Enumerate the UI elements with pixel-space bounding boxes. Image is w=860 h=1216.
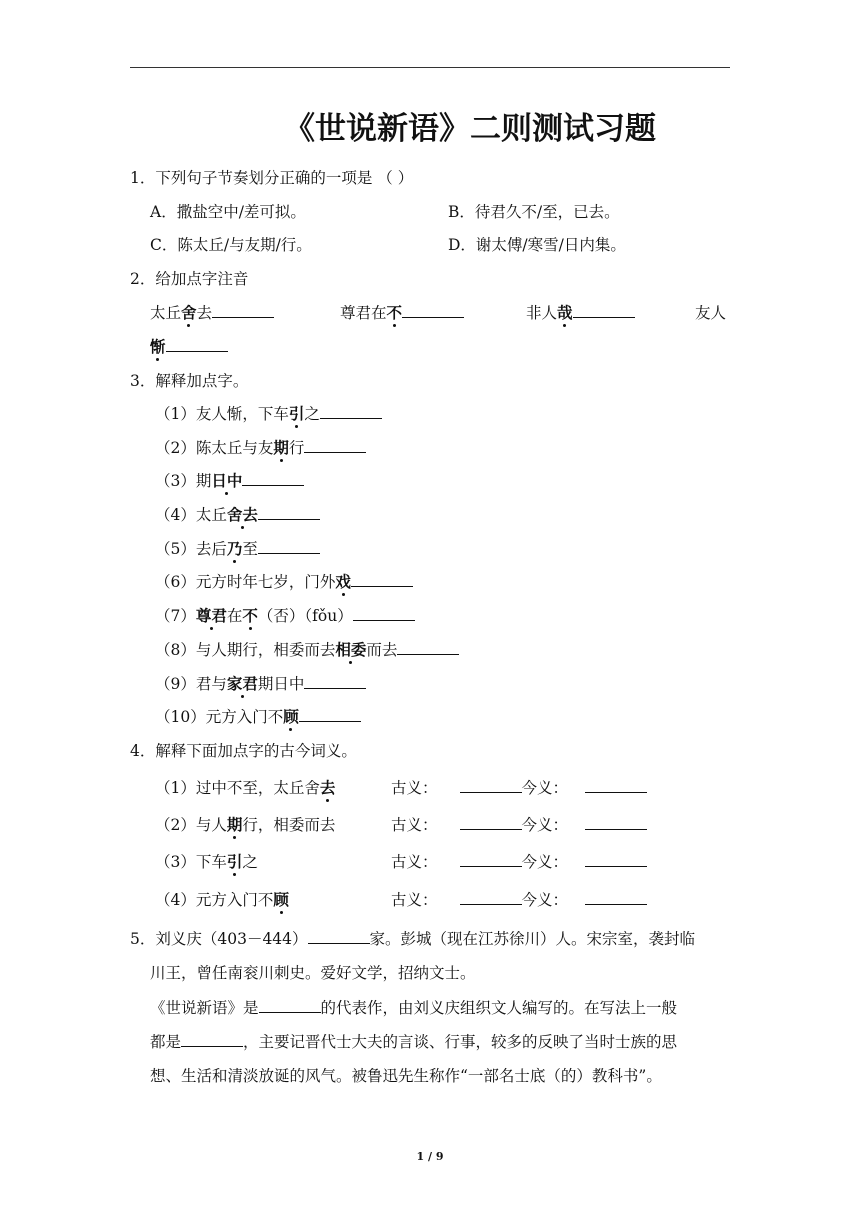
q1-stem: 1．下列句子节奏划分正确的一项是 （ ） [130, 169, 414, 187]
item-text: （5）去后 [155, 540, 227, 558]
q2-stem: 2．给加点字注音 [130, 270, 249, 288]
q5-text: 都是 [150, 1033, 182, 1051]
dotted-char: 舍 [181, 303, 197, 322]
jin-blank[interactable] [585, 852, 647, 867]
answer-blank[interactable] [258, 505, 320, 520]
dotted-char: 惭 [150, 337, 166, 356]
q1-option-b: B．待君久不/至，已去。 [448, 203, 620, 221]
q5-text: 家。彭城（现在江苏徐川）人。宋宗室，袭封临 [369, 930, 696, 948]
q4-answer-row [391, 852, 647, 872]
dotted-char: 乃 [226, 539, 243, 558]
q5-line-1 [130, 929, 695, 949]
q2-item-2-text: 尊君在 [340, 304, 387, 322]
item-tail: 而去 [366, 641, 398, 659]
item-tail: 之 [242, 853, 258, 871]
q2-item-2 [340, 303, 464, 323]
dotted-char: 期 [226, 815, 243, 834]
dotted-char: 引 [288, 404, 305, 423]
q1-option-a: A．撒盐空中/差可拟。 [150, 203, 306, 221]
q4-answer-row [391, 778, 647, 798]
q3-item [155, 539, 320, 559]
item-text: （4）太丘 [155, 506, 227, 524]
dotted-char: 去 [319, 778, 336, 797]
q4-answer-row [391, 815, 647, 835]
answer-blank[interactable] [304, 674, 366, 689]
q5-line-3 [150, 998, 677, 1018]
dotted-char: 家君 [226, 674, 258, 693]
q5-line-5: 想、生活和清淡放诞的风气。被鲁迅先生称作“一部名士底（的）教科书”。 [150, 1067, 662, 1085]
dotted-char: 舍去 [226, 505, 258, 524]
q2-item-1-tail: 去 [196, 304, 213, 322]
answer-blank[interactable] [353, 606, 415, 621]
answer-blank[interactable] [242, 471, 304, 486]
answer-blank[interactable] [320, 404, 382, 419]
answer-blank[interactable] [308, 929, 370, 944]
q4-item [155, 890, 289, 910]
item-tail: 行，相委而去 [242, 816, 336, 834]
gu-blank[interactable] [460, 852, 522, 867]
q4-item [155, 815, 335, 835]
item-text: （9）君与 [155, 675, 227, 693]
dotted-char: 哉 [557, 303, 573, 322]
gu-blank[interactable] [460, 778, 522, 793]
q3-item [155, 572, 413, 592]
gu-label: 古义： [391, 779, 438, 797]
gu-label: 古义： [391, 816, 438, 834]
q5-text: ，主要记晋代士大夫的言谈、行事，较多的反映了当时士族的思 [243, 1033, 678, 1051]
answer-blank[interactable] [402, 303, 464, 318]
item-text: （1）过中不至，太丘舍 [155, 779, 320, 797]
jin-blank[interactable] [585, 890, 647, 905]
gu-label: 古义： [391, 853, 438, 871]
gu-label: 古义： [391, 891, 438, 909]
item-text: （4）元方入门不 [155, 891, 274, 909]
answer-blank[interactable] [166, 337, 228, 352]
dotted-char: 不 [242, 606, 258, 625]
q2-item-4 [150, 337, 228, 357]
answer-blank[interactable] [397, 640, 459, 655]
item-text: （10）元方入门不 [155, 708, 284, 726]
answer-blank[interactable] [573, 303, 635, 318]
q2-item-1 [150, 303, 274, 323]
q3-item [155, 438, 366, 458]
item-tail: （否）（fǒu） [257, 607, 353, 625]
item-text: （2）陈太丘与友 [155, 439, 274, 457]
dotted-char: 顾 [283, 707, 299, 726]
item-text: （6）元方时年七岁，门外 [155, 573, 336, 591]
item-text: （8）与人期行，相委而去 [155, 641, 336, 659]
q2-item-3-text: 非人 [526, 304, 558, 322]
q3-stem: 3．解释加点字。 [130, 372, 249, 390]
q4-answer-row [391, 890, 647, 910]
dotted-char: 日中 [211, 471, 243, 490]
item-text: （3）下车 [155, 853, 227, 871]
item-text: （2）与人 [155, 816, 227, 834]
q4-item [155, 852, 258, 872]
item-text: （3）期 [155, 472, 212, 490]
jin-blank[interactable] [585, 815, 647, 830]
answer-blank[interactable] [181, 1032, 243, 1047]
page-title: 《世说新语》二则测试习题 [284, 111, 656, 147]
dotted-char: 尊君 [195, 606, 227, 625]
q1-option-c: C．陈太丘/与友期/行。 [150, 236, 312, 254]
jin-label: 今义： [521, 891, 569, 909]
q2-item-3 [526, 303, 635, 323]
answer-blank[interactable] [299, 707, 361, 722]
q2-item-1-text: 太丘 [150, 304, 182, 322]
gu-blank[interactable] [460, 890, 522, 905]
item-text: （1）友人惭，下车 [155, 405, 289, 423]
jin-label: 今义： [521, 853, 569, 871]
dotted-char: 顾 [273, 890, 289, 909]
item-tail: 期日中 [257, 675, 305, 693]
q3-item [155, 640, 459, 660]
gu-blank[interactable] [460, 815, 522, 830]
q5-line-4 [150, 1032, 677, 1052]
header-rule [130, 67, 730, 68]
q5-line-2: 川王，曾任南衮川刺史。爱好文学，招纳文士。 [150, 964, 476, 982]
answer-blank[interactable] [258, 539, 320, 554]
item-tail: 之 [304, 405, 320, 423]
dotted-char: 相委 [335, 640, 367, 659]
q3-item [155, 505, 320, 525]
q3-item [155, 404, 382, 424]
jin-label: 今义： [521, 816, 569, 834]
q4-item [155, 778, 335, 798]
item-tail: 在 [226, 607, 243, 625]
answer-blank[interactable] [351, 572, 413, 587]
q5-text: 《世说新语》是 [150, 999, 259, 1017]
q3-item [155, 707, 361, 727]
item-text: （7） [155, 607, 196, 625]
dotted-char: 不 [386, 303, 403, 322]
q4-stem: 4．解释下面加点字的古今词义。 [130, 742, 357, 760]
page-number: 1 / 9 [416, 1150, 444, 1163]
jin-label: 今义： [521, 779, 569, 797]
q5-text: 的代表作，由刘义庆组织文人编写的。在写法上一般 [320, 999, 678, 1017]
dotted-char: 期 [273, 438, 289, 457]
answer-blank[interactable] [304, 438, 366, 453]
q3-item [155, 471, 304, 491]
answer-blank[interactable] [259, 998, 321, 1013]
q1-option-d: D．谢太傅/寒雪/日内集。 [448, 236, 626, 254]
q3-item [155, 606, 415, 626]
q3-item [155, 674, 366, 694]
item-tail: 行 [288, 439, 305, 457]
jin-blank[interactable] [585, 778, 647, 793]
q5-text: 5．刘义庆（403－444） [130, 930, 308, 948]
dotted-char: 戏 [335, 572, 351, 591]
answer-blank[interactable] [212, 303, 274, 318]
dotted-char: 引 [226, 852, 243, 871]
q2-item-4-text: 友人 [695, 304, 727, 322]
item-tail: 至 [242, 540, 258, 558]
